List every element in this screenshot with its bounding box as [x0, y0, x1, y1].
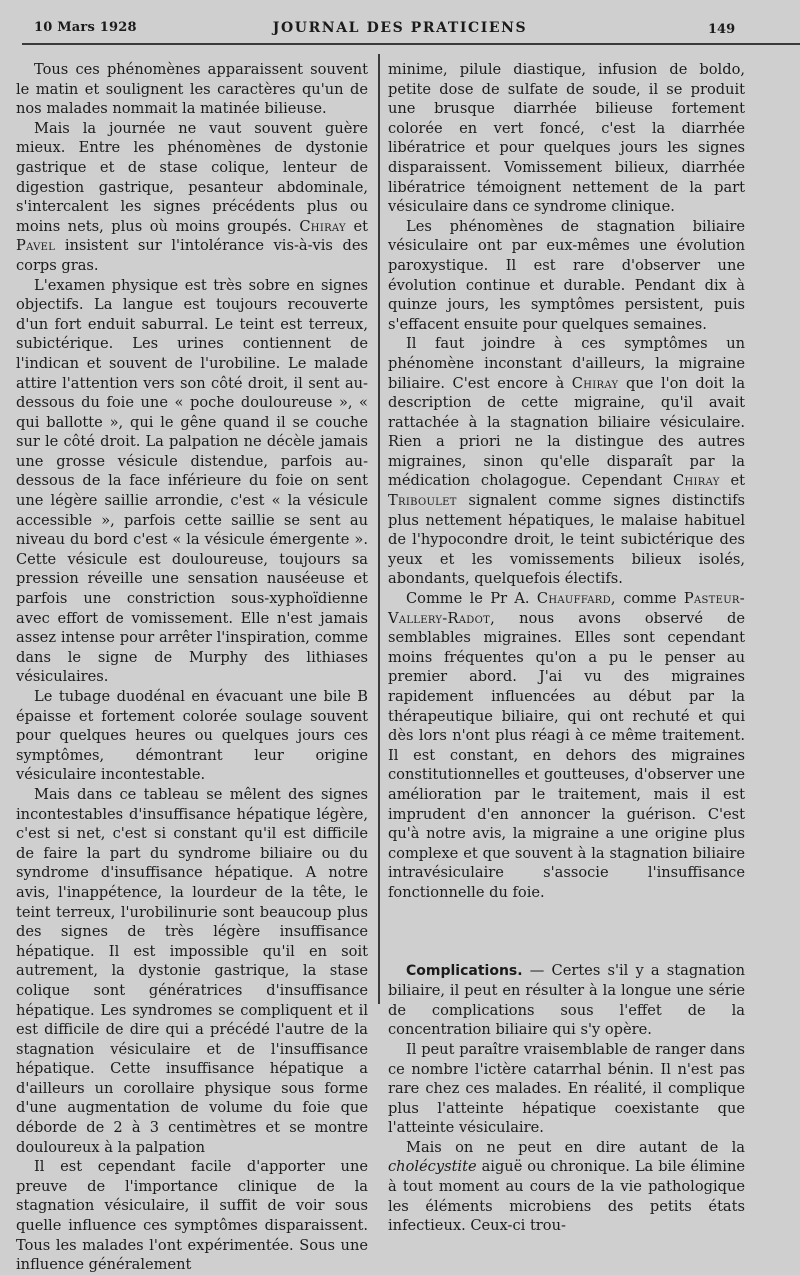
page-number: 149: [708, 22, 736, 37]
paragraph: Comme le Pr A. Chauffard, comme Pasteur-Vallery-Radot, nous avons observé de semblables migraines. Elles sont cependant moins fréquentes qu'on a pu le penser au premier abord. J'ai vu des migraines rapidement influencées au début par la thérapeutique biliaire, qui ont rechuté et qui dès lors n'ont plus réagi à ce même traitement. Il est constant, en dehors des migraines constitutionnelles et goutteuses, d'observer une amélioration par le traitement, mais il est imprudent d'en annoncer la guérison. C'est qu'à notre avis, la migraine a une origine plus complexe et que souvent à la stagnation biliaire intravésiculaire s'associe l'insuffisance fonctionnelle du foie.: [388, 590, 745, 901]
header-rule: [22, 43, 800, 45]
section-heading: Complications.: [406, 962, 523, 979]
journal-title: JOURNAL DES PRATICIENS: [272, 20, 528, 36]
section-paragraph: Complications. — Certes s'il y a stagnation biliaire, il peut en résulter à la longue une série de complications sous l'effet de la concentration biliaire qui s'y opère.: [388, 961, 746, 1039]
author-name: Chiray: [673, 472, 720, 490]
page-header: [0, 0, 800, 44]
paragraph: Mais la journée ne vaut souvent guère mieux. Entre les phénomènes de dystonie gastrique et de stase colique, lenteur de digestion gastrique, pesanteur abdominale, s'intercalent les signes précédents plus ou moins nets, plus où moins groupés. Chiray et Pavel insistent sur l'intolérance vis-à-vis des corps gras.: [16, 119, 368, 274]
paragraph: Mais dans ce tableau se mêlent des signes incontestables d'insuffisance hépatique légère, c'est si net, c'est si constant qu'il est difficile de faire la part du syndrome biliaire ou du syndrome d'insuffisance hépatique. A notre avis, l'inappétence, la lourdeur de la tête, le teint terreux, l'urobilinurie sont beaucoup plus des signes de très légère insuffisance hépatique. Il est impossible qu'il en soit autrement, la dystonie gastrique, la stase colique sont génératrices d'insuffisance hépatique. Les syndromes se compliquent et il est difficile de dire qui a précédé l'autre de la stagnation vésiculaire et de l'insuffisance hépatique. Cette insuffisance hépatique a d'ailleurs un corollaire physique sous forme d'une augmentation de volume du foie que déborde de 2 à 3 centimètres et se montre douloureux à la palpation: [16, 785, 368, 1156]
paragraph: L'examen physique est très sobre en signes objectifs. La langue est toujours recouverte d'un fort enduit saburral. Le teint est terreux, subictérique. Les urines contiennent de l'indican et souvent de l'urobiline. Le malade attire l'attention vers son côté droit, il sent au-dessous du foie une « poche douloureuse », « qui ballotte », qui le gêne quand il se couche sur le côté droit. La palpation ne décèle jamais une grosse vésicule distendue, parfois au-dessous de la face inférieure du foie on sent une légère saillie arrondie, c'est « la vésicule accessible », parfois cette saillie se sent au niveau du bord c'est « la vésicule émergente ». Cette vésicule est douloureuse, toujours sa pression réveille une sensation nauséeuse et parfois une constriction sous-xyphoïdienne avec effort de vomissement. Elle n'est jamais assez intense pour arrêter l'inspiration, comme dans le signe de Murphy des lithiases vésiculaires.: [16, 276, 368, 686]
author-name: Chiray: [299, 217, 346, 235]
paragraph: Il faut joindre à ces symptômes un phénomène inconstant d'ailleurs, la migraine biliaire. C'est encore à Chiray que l'on doit la description de cette migraine, qu'il avait rattachée à la stagnation biliaire vésiculaire. Rien a priori ne la distingue des autres migraines, sinon qu'elle disparaît par la médication cholagogue. Cependant Chiray et Triboulet signalent comme signes distinctifs plus nettement hépatiques, le malaise habituel de l'hypocondre droit, le teint subictérique des yeux et les vomissements bilieux isolés, abondants, quelquefois électifs.: [388, 335, 746, 588]
author-name: Chauffard,: [536, 590, 616, 608]
right-column: [388, 60, 745, 1236]
paragraph: Il est cependant facile d'apporter une preuve de l'importance clinique de la stagnation vésiculaire, il suffit de voir sous quelle influence ces symptômes disparaissent. Tous les malades l'ont expérimentée. Sous une influence généralement: [16, 1158, 368, 1274]
section-gap: [388, 903, 745, 961]
author-name: Pavel: [16, 237, 56, 255]
issue-date: 10 Mars 1928: [34, 20, 137, 35]
author-name: Triboulet: [388, 492, 457, 510]
column-divider: [378, 54, 380, 1004]
paragraph: Mais on ne peut en dire autant de la cholécystite aiguë ou chronique. La bile élimine à tout moment au cours de la vie pathologique les éléments microbiens des petits états infectieux. Ceux-ci trou-: [388, 1138, 746, 1235]
paragraph: minime, pilule diastique, infusion de boldo, petite dose de sulfate de soude, il se produit une brusque diarrhée bilieuse fortement colorée en vert foncé, c'est la diarrhée libératrice et pour quelques jours les signes disparaissent. Vomissement bilieux, diarrhée libératrice témoignent nettement de la part vésiculaire dans ce syndrome clinique.: [388, 61, 745, 216]
author-name: Chiray: [571, 374, 619, 392]
paragraph: Le tubage duodénal en évacuant une bile B épaisse et fortement colorée soulage souvent pour quelques heures ou quelques jours ces symptômes, démontrant leur origine vésiculaire incontestable.: [16, 688, 368, 784]
author-name: Pasteur-Vallery-Radot,: [388, 590, 745, 627]
paragraph: Tous ces phénomènes apparaissent souvent le matin et soulignent les caractères qu'un de nos malades nommait la matinée bilieuse.: [16, 61, 368, 118]
paragraph: Les phénomènes de stagnation biliaire vésiculaire ont par eux-mêmes une évolution paroxystique. Il est rare d'observer une évolution continue et durable. Pendant dix à quinze jours, les symptômes persistent, puis s'effacent ensuite pour quelques semaines.: [388, 217, 745, 333]
left-column: [16, 60, 368, 1275]
paragraph: Il peut paraître vraisemblable de ranger dans ce nombre l'ictère catarrhal bénin. Il n'est pas rare chez ces malades. En réalité, il complique plus l'atteinte hépatique coexistante que l'atteinte vésiculaire.: [388, 1040, 745, 1137]
